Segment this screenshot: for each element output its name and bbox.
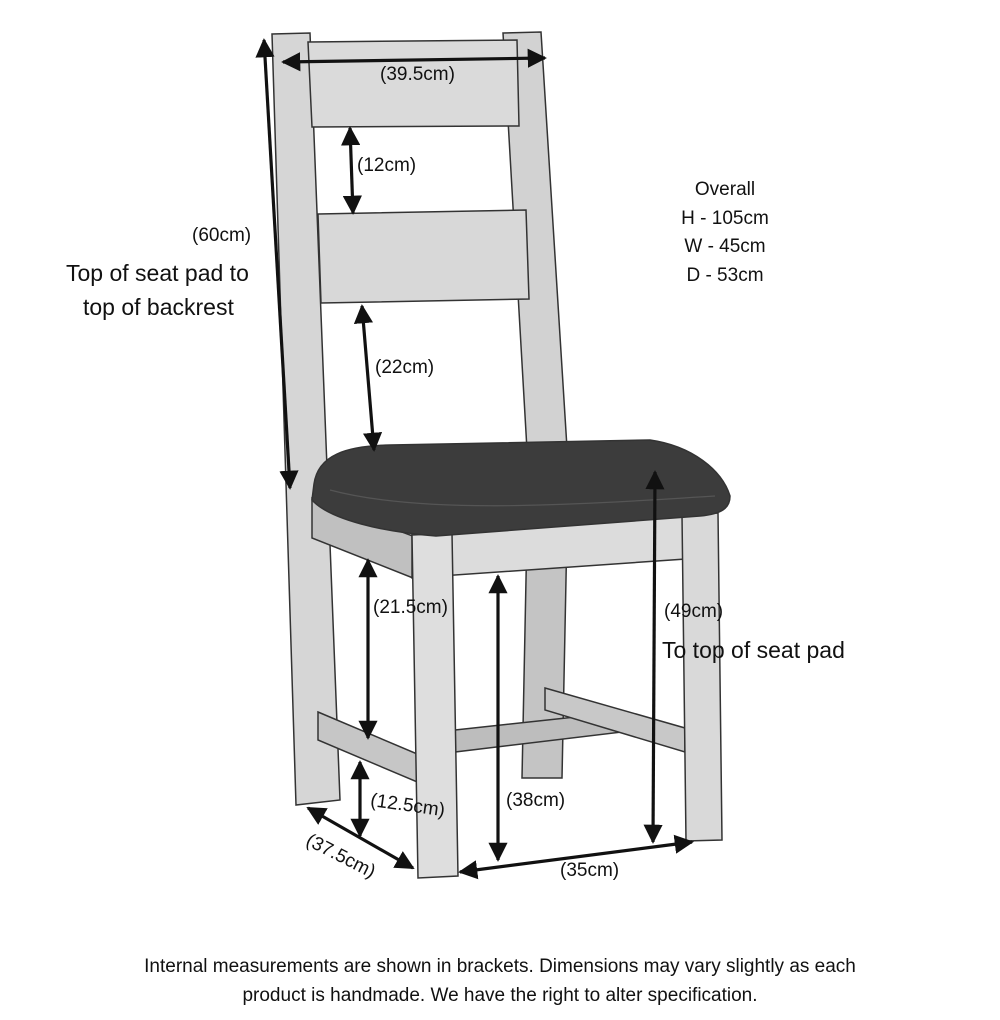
overall-dimensions	[655, 176, 795, 290]
label-backrest-height: (60cm)	[192, 225, 252, 246]
footer-note	[20, 952, 980, 1010]
label-front-width: (35cm)	[560, 860, 620, 881]
front-left-leg	[412, 533, 458, 878]
label-rail-to-stretcher: (21.5cm)	[373, 597, 448, 618]
label-lower-slat-gap: (22cm)	[375, 357, 435, 378]
overall-depth: D - 53cm	[686, 264, 764, 286]
footer-line-1: Internal measurements are shown in brackets. Dimensions may vary slightly as each	[144, 956, 856, 977]
front-right-leg	[682, 513, 722, 841]
label-rail-to-floor: (38cm)	[506, 790, 566, 811]
footer-line-2: product is handmade. We have the right to alter specification.	[242, 985, 758, 1006]
label-backrest-caption-line2: top of backrest	[83, 294, 234, 320]
overall-height: H - 105cm	[681, 207, 769, 229]
back-left-upright	[272, 33, 340, 805]
arrow-top-slat-gap	[350, 128, 353, 213]
label-depth: (37.5cm)	[302, 830, 379, 883]
label-seat-height-caption: To top of seat pad	[662, 637, 845, 663]
chair-illustration	[272, 32, 730, 878]
arrow-seat-height	[653, 472, 655, 842]
overall-heading: Overall	[694, 179, 756, 200]
label-stretcher-height: (12.5cm)	[369, 790, 447, 822]
label-seat-height: (49cm)	[664, 601, 724, 622]
label-backrest-width: (39.5cm)	[380, 64, 455, 85]
overall-width: W - 45cm	[684, 236, 766, 257]
label-backrest-caption-line1: Top of seat pad to	[66, 260, 249, 286]
middle-slat	[318, 210, 529, 303]
label-top-slat-gap: (12cm)	[357, 155, 417, 176]
arrow-lower-slat-gap	[362, 306, 374, 450]
